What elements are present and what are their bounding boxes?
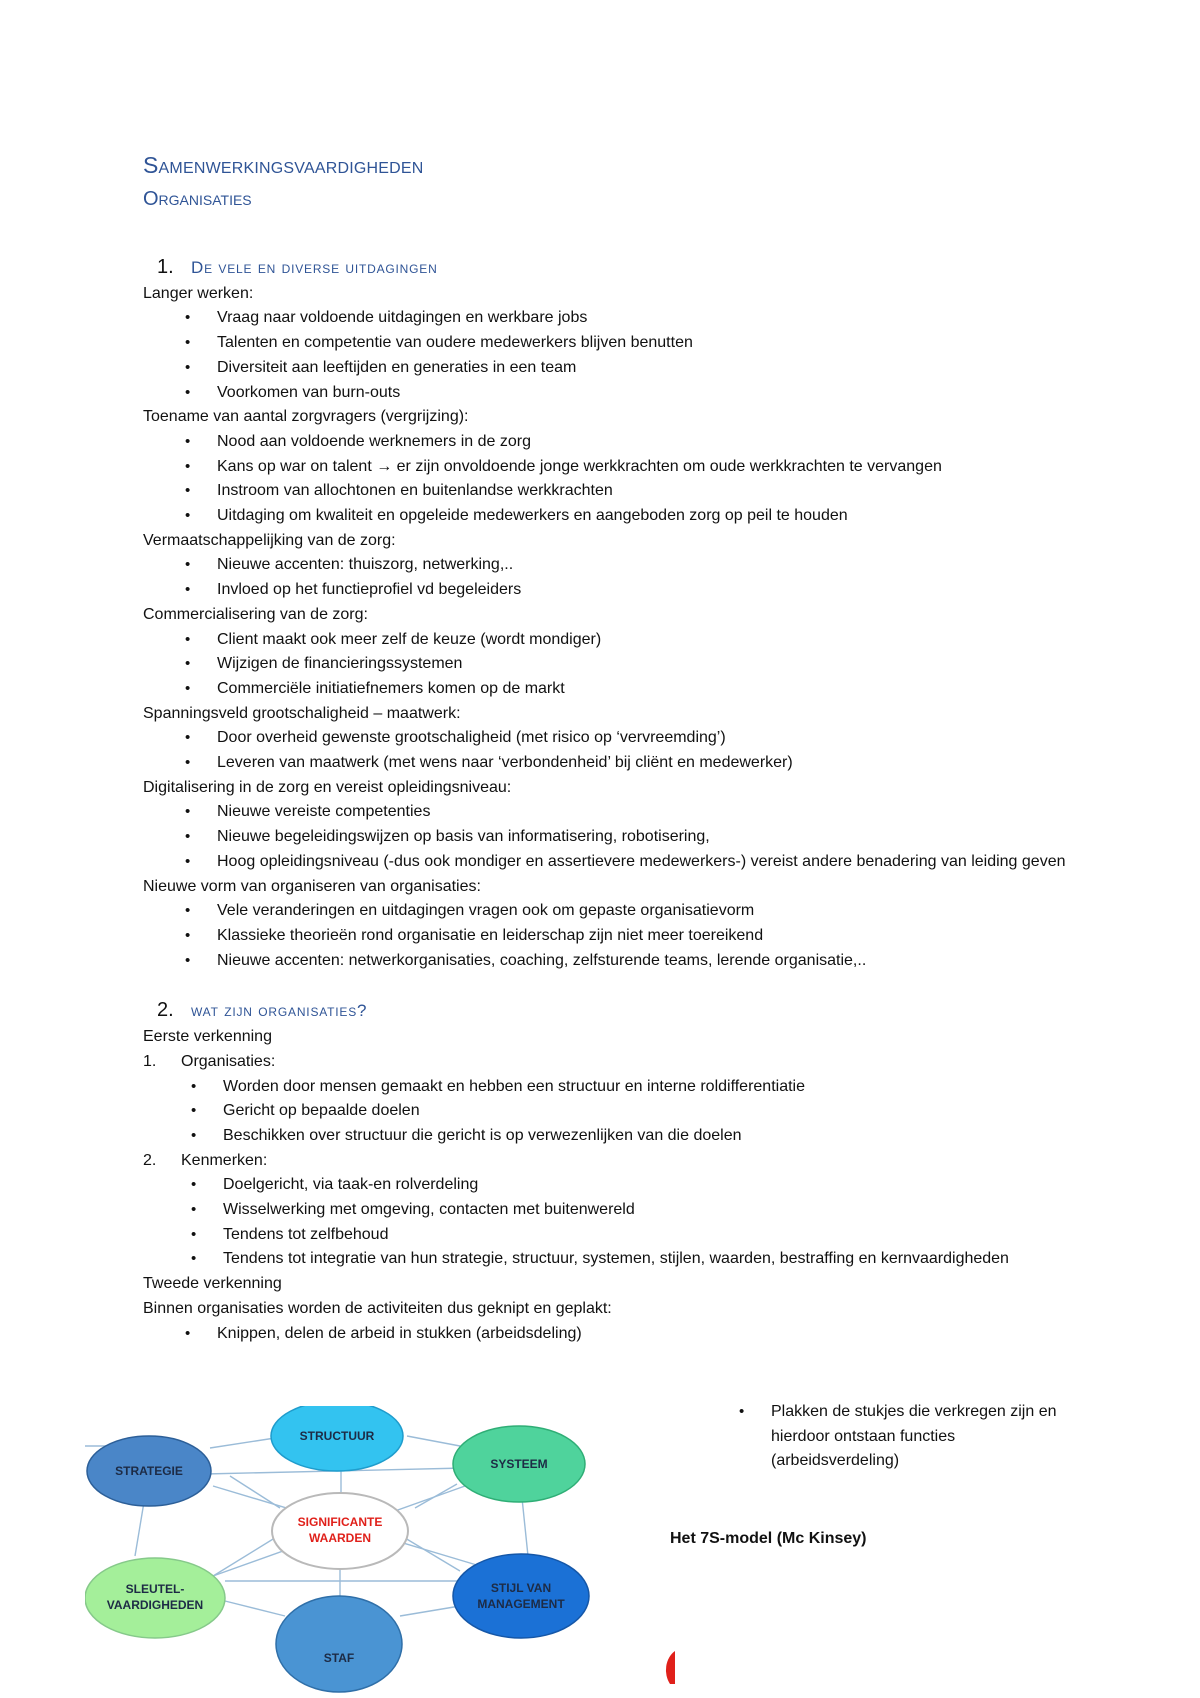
bullet-icon: • [185, 926, 191, 944]
list-item [143, 381, 1083, 406]
bullet-icon: • [191, 1102, 197, 1120]
bullet-icon: • [185, 457, 191, 475]
group-label: Commercialisering van de zorg: [143, 605, 368, 623]
bullet-icon: • [185, 556, 191, 574]
bullet-icon: • [185, 581, 191, 599]
bullet-icon: • [185, 828, 191, 846]
stijl-label-line2: MANAGEMENT [477, 1597, 565, 1611]
list-item-text: Leveren van maatwerk (met wens naar ‘verbondenheid’ bij cliënt en medewerker) [217, 754, 793, 772]
bullet-icon: • [185, 334, 191, 352]
list-item-text: Klassieke theorieën rond organisatie en leiderschap zijn niet meer toereikend [217, 926, 764, 944]
list-item [143, 1223, 1083, 1248]
list-item-text: Beschikken over structuur die gericht is op verwezenlijken van die doelen [223, 1126, 742, 1144]
bullet-icon: • [185, 754, 191, 772]
list-item [143, 751, 1083, 776]
list-item [143, 1124, 1083, 1149]
waarden-label-line2: WAARDEN [309, 1531, 371, 1545]
list-item [143, 504, 1083, 529]
strategie-label: STRATEGIE [115, 1464, 183, 1478]
section-2-title: wat zijn organisaties? [191, 1001, 368, 1021]
numbered-item [143, 1050, 1083, 1075]
second-exploration-list [143, 1322, 1083, 1347]
numbered-item-number: 2. [143, 1151, 157, 1169]
list-item-text: Worden door mensen gemaakt en hebben een structuur en interne roldifferentiatie [223, 1077, 805, 1095]
list-item-text: Wisselwerking met omgeving, contacten met buitenwereld [223, 1201, 635, 1219]
bullet-icon: • [185, 729, 191, 747]
side-bullet-list [697, 1400, 1087, 1474]
bullet-icon: • [191, 1201, 197, 1219]
group-label: Spanningsveld grootschaligheid – maatwerk: [143, 704, 461, 722]
list-item-text: Wijzigen de financieringssystemen [217, 655, 463, 673]
bullet-icon: • [185, 1324, 191, 1342]
list-item [143, 578, 1083, 603]
list-item-text: Doelgericht, via taak-en rolverdeling [223, 1176, 479, 1194]
group-label: Nieuwe vorm van organiseren van organisaties: [143, 877, 481, 895]
bullet-icon: • [185, 679, 191, 697]
list-item [143, 628, 1083, 653]
structuur-label: STRUCTUUR [299, 1429, 375, 1443]
diagram-caption: Het 7S-model (Mc Kinsey) [670, 1530, 867, 1547]
list-item [143, 306, 1083, 331]
section-2-numbered-list [143, 1050, 1083, 1272]
numbered-item-label: Kenmerken: [181, 1151, 268, 1169]
list-item-text: Kans op war on talent → er zijn onvoldoende jonge werkkrachten om oude werkkrachten te vervangen [217, 457, 942, 475]
list-item-text: Diversiteit aan leeftijden en generaties in een team [217, 358, 577, 376]
side-list-item [697, 1400, 1087, 1474]
list-item-text: Gericht op bepaalde doelen [223, 1102, 420, 1120]
list-item-text: Hoog opleidingsniveau (-dus ook mondiger en assertievere medewerkers-) vereist andere benadering van leiding geven [217, 852, 1066, 870]
waarden-label-line1: SIGNIFICANTE [297, 1515, 383, 1529]
stijl-van-management-node [453, 1554, 589, 1638]
numbered-item-bullets [143, 1075, 1083, 1149]
second-exploration-label: Tweede verkenning [143, 1275, 282, 1293]
group-label: Langer werken: [143, 284, 254, 302]
staf-node [276, 1596, 402, 1692]
page-subtitle: Organisaties [143, 188, 252, 210]
list-item-text: Instroom van allochtonen en buitenlandse werkkrachten [217, 482, 613, 500]
section-2-heading [157, 998, 1083, 1024]
list-item-text: Uitdaging om kwaliteit en opgeleide medewerkers en aangeboden zorg op peil te houden [217, 507, 848, 525]
section-1-heading [157, 255, 1083, 281]
list-item-text: Nieuwe begeleidingswijzen op basis van informatisering, robotisering, [217, 828, 710, 846]
bullet-icon: • [185, 358, 191, 376]
list-item [143, 1173, 1083, 1198]
bullet-icon: • [191, 1126, 197, 1144]
list-item-text: Knippen, delen de arbeid in stukken (arbeidsdeling) [217, 1324, 582, 1342]
list-item [143, 850, 1083, 875]
list-item [143, 800, 1083, 825]
list-item [143, 924, 1083, 949]
list-item-text: Talenten en competentie van oudere medewerkers blijven benutten [217, 334, 693, 352]
bullet-icon: • [185, 630, 191, 648]
list-item [143, 553, 1083, 578]
section-1-number: 1. [157, 256, 174, 278]
list-item-text: Tendens tot zelfbehoud [223, 1225, 389, 1243]
list-item-text: Tendens tot integratie van hun strategie, structuur, systemen, stijlen, waarden, bestraffing en kernvaardigheden [223, 1250, 1009, 1268]
bullet-icon: • [185, 383, 191, 401]
list-item [143, 825, 1083, 850]
list-item [143, 677, 1083, 702]
list-item-text: Invloed op het functieprofiel vd begeleiders [217, 581, 522, 599]
list-item [143, 1322, 1083, 1347]
group-bullet-list [143, 800, 1083, 874]
bullet-icon: • [191, 1077, 197, 1095]
list-item-text: Client maakt ook meer zelf de keuze (wordt mondiger) [217, 630, 602, 648]
list-item-text: Nieuwe accenten: netwerkorganisaties, coaching, zelfsturende teams, lerende organisatie,.. [217, 951, 867, 969]
bullet-icon: • [191, 1250, 197, 1268]
list-item [143, 430, 1083, 455]
group-label: Toename van aantal zorgvragers (vergrijzing): [143, 408, 469, 426]
list-item-text: Vraag naar voldoende uitdagingen en werkbare jobs [217, 309, 588, 327]
bullet-icon: • [185, 852, 191, 870]
bullet-icon: • [185, 507, 191, 525]
list-item-text: Voorkomen van burn-outs [217, 383, 401, 401]
bullet-icon: • [185, 432, 191, 450]
section-2-number: 2. [157, 999, 174, 1022]
sleutel-label-line1: SLEUTEL- [125, 1582, 185, 1596]
document-body [143, 255, 1083, 1346]
stijl-label-line1: STIJL VAN [490, 1581, 552, 1595]
bullet-icon: • [185, 482, 191, 500]
list-item [143, 479, 1083, 504]
group-bullet-list [143, 628, 1083, 702]
list-item-text: Door overheid gewenste grootschaligheid (met risico op ‘vervreemding’) [217, 729, 726, 747]
section-1-groups [143, 282, 1083, 974]
group-label: Digitalisering in de zorg en vereist opleidingsniveau: [143, 778, 512, 796]
list-item [143, 331, 1083, 356]
list-item [143, 1198, 1083, 1223]
bullet-icon: • [185, 309, 191, 327]
bullet-icon: • [191, 1225, 197, 1243]
second-exploration-intro: Binnen organisaties worden de activiteiten dus geknipt en geplakt: [143, 1299, 612, 1317]
group-bullet-list [143, 430, 1083, 529]
list-item-text: Nieuwe vereiste competenties [217, 803, 431, 821]
first-exploration-label: Eerste verkenning [143, 1028, 272, 1046]
list-item-text: Vele veranderingen en uitdagingen vragen ook om gepaste organisatievorm [217, 902, 755, 920]
bullet-icon: • [191, 1176, 197, 1194]
list-item [143, 1099, 1083, 1124]
list-item-text: Nood aan voldoende werknemers in de zorg [217, 432, 531, 450]
bullet-icon: • [185, 803, 191, 821]
list-item [143, 652, 1083, 677]
list-item [143, 1075, 1083, 1100]
list-item [143, 899, 1083, 924]
staf-label: STAF [323, 1651, 355, 1665]
list-item [143, 949, 1083, 974]
group-label: Vermaatschappelijking van de zorg: [143, 531, 396, 549]
list-item-text: Plakken de stukjes die verkregen zijn en hierdoor ontstaan functies (arbeidsverdeling) [771, 1403, 1057, 1470]
group-bullet-list [143, 726, 1083, 775]
list-item [143, 1247, 1083, 1272]
page-title: Samenwerkingsvaardigheden [143, 152, 424, 178]
group-bullet-list [143, 306, 1083, 405]
list-item-text: Nieuwe accenten: thuiszorg, netwerking,.. [217, 556, 514, 574]
section-1-title: De vele en diverse uitdagingen [191, 258, 438, 277]
list-item [143, 455, 1083, 480]
numbered-item [143, 1149, 1083, 1174]
sleutel-label-line2: VAARDIGHEDEN [106, 1598, 204, 1612]
group-bullet-list [143, 553, 1083, 602]
list-item [143, 726, 1083, 751]
group-bullet-list [143, 899, 1083, 973]
numbered-item-label: Organisaties: [181, 1052, 276, 1070]
partial-red-shape [666, 1651, 675, 1684]
list-item-text: Commerciële initiatiefnemers komen op de markt [217, 679, 565, 697]
numbered-item-number: 1. [143, 1052, 157, 1070]
seven-s-model-diagram [85, 1406, 675, 1698]
bullet-icon: • [185, 951, 191, 969]
bullet-icon: • [185, 902, 191, 920]
list-item [143, 356, 1083, 381]
bullet-icon: • [185, 655, 191, 673]
bullet-icon: • [739, 1403, 745, 1420]
numbered-item-bullets [143, 1173, 1083, 1272]
systeem-label: SYSTEEM [490, 1457, 548, 1471]
